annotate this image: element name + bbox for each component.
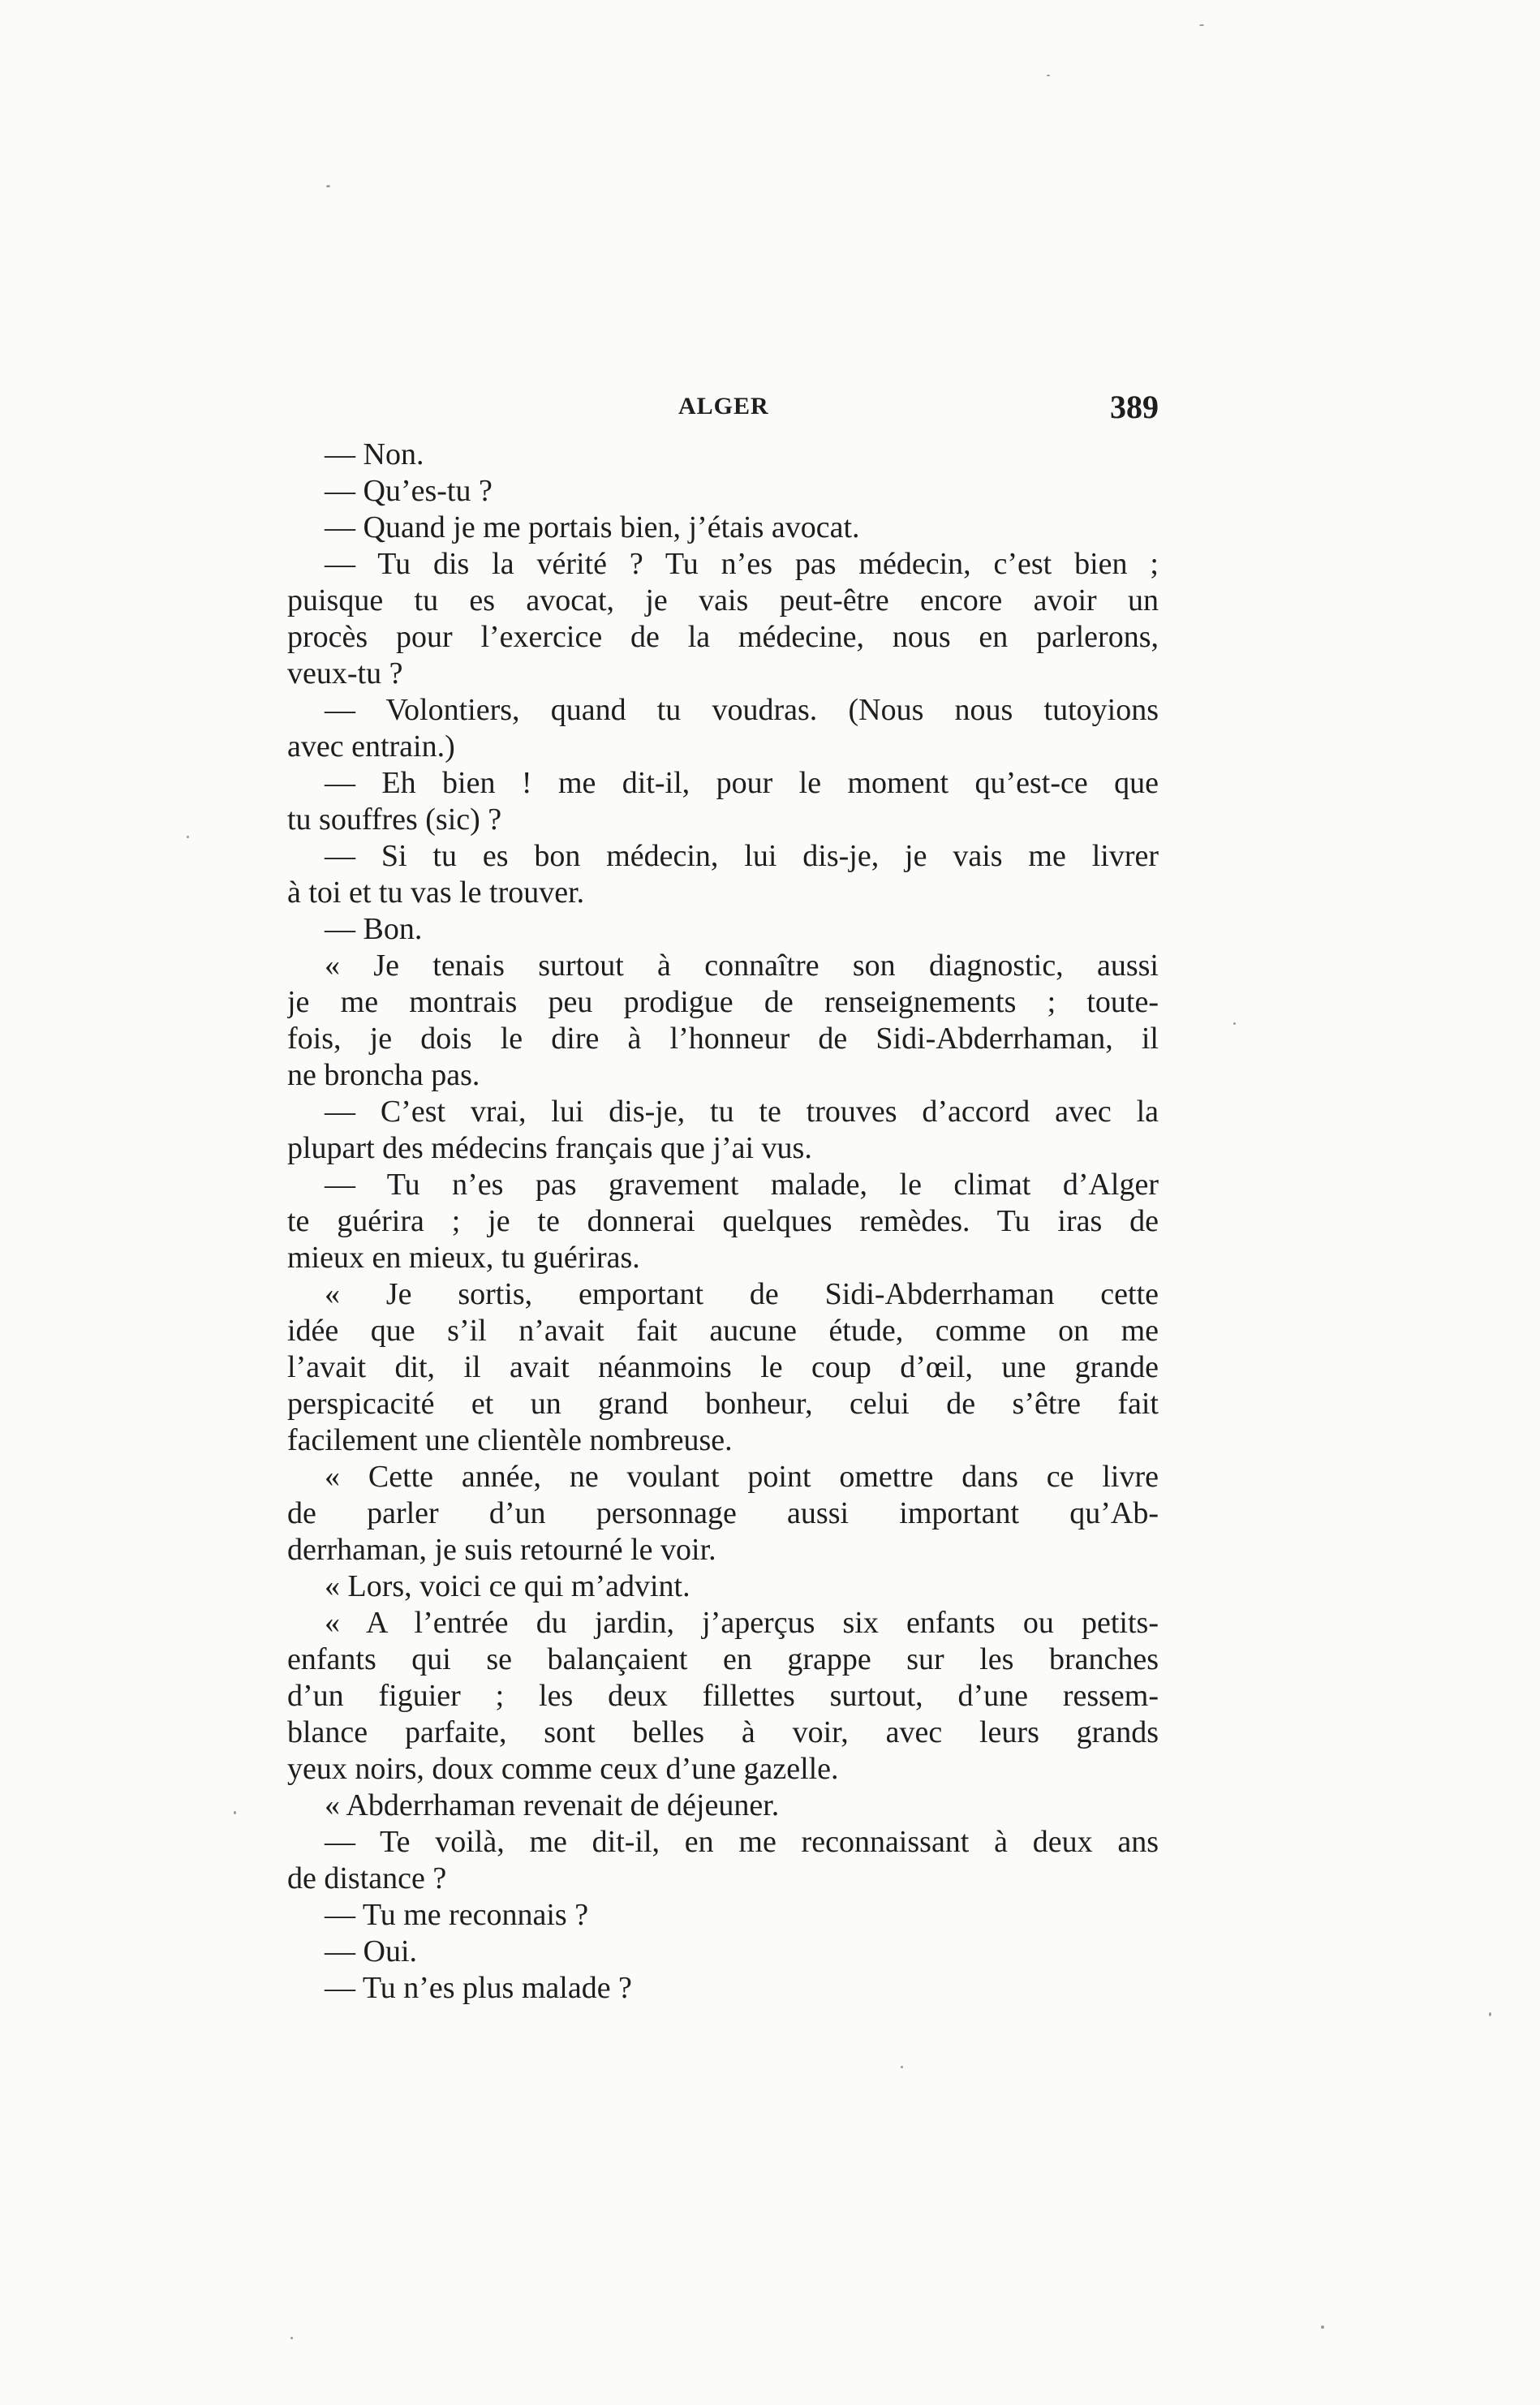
text-line: avec entrain.) bbox=[287, 729, 455, 764]
paper-speck bbox=[901, 2066, 903, 2068]
text-line: je me montrais peu prodigue de renseignements ; toute- bbox=[287, 985, 1159, 1019]
text-line: yeux noirs, doux comme ceux d’une gazelle. bbox=[287, 1752, 839, 1786]
text-line: d’un figuier ; les deux fillettes surtout, d’une ressem- bbox=[287, 1679, 1159, 1713]
text-line: — Tu me reconnais ? bbox=[325, 1898, 589, 1932]
paper-speck bbox=[326, 185, 330, 187]
text-line: « Abderrhaman revenait de déjeuner. bbox=[325, 1788, 780, 1822]
text-line: ne broncha pas. bbox=[287, 1058, 480, 1092]
running-title: ALGER bbox=[678, 393, 769, 419]
text-line: — Quand je me portais bien, j’étais avocat. bbox=[325, 510, 860, 544]
paper-speck bbox=[1047, 75, 1050, 76]
paper-speck bbox=[1321, 2325, 1324, 2329]
text-line: te guérira ; je te donnerai quelques remèdes. Tu iras de bbox=[287, 1204, 1159, 1238]
text-line: — Si tu es bon médecin, lui dis-je, je vais me livrer bbox=[325, 839, 1159, 873]
text-line: — Tu n’es pas gravement malade, le climat d’Alger bbox=[325, 1168, 1159, 1202]
text-line: tu souffres (sic) ? bbox=[287, 802, 502, 837]
text-line: l’avait dit, il avait néanmoins le coup d’œil, une grande bbox=[287, 1350, 1159, 1384]
running-head bbox=[287, 388, 1159, 433]
text-line: — C’est vrai, lui dis-je, tu te trouves d’accord avec la bbox=[325, 1095, 1159, 1129]
page-number: 389 bbox=[1110, 389, 1159, 425]
text-line: blance parfaite, sont belles à voir, avec leurs grands bbox=[287, 1715, 1159, 1749]
text-line: veux-tu ? bbox=[287, 656, 403, 691]
text-line: — Oui. bbox=[325, 1934, 417, 1968]
text-line: « Je tenais surtout à connaître son diagnostic, aussi bbox=[325, 949, 1159, 983]
text-line: de parler d’un personnage aussi important qu’Ab- bbox=[287, 1496, 1159, 1530]
text-line: — Volontiers, quand tu voudras. (Nous nous tutoyions bbox=[325, 693, 1159, 727]
text-line: facilement une clientèle nombreuse. bbox=[287, 1423, 733, 1457]
paper-speck bbox=[1199, 24, 1204, 26]
text-line: plupart des médecins français que j’ai vus. bbox=[287, 1131, 812, 1165]
text-line: — Bon. bbox=[325, 912, 423, 946]
text-line: — Qu’es-tu ? bbox=[325, 474, 493, 508]
text-line: de distance ? bbox=[287, 1861, 447, 1895]
text-line: enfants qui se balançaient en grappe sur les branches bbox=[287, 1642, 1159, 1676]
text-line: — Tu dis la vérité ? Tu n’es pas médecin, c’est bien ; bbox=[325, 547, 1159, 581]
paper-speck bbox=[187, 836, 189, 838]
text-line: derrhaman, je suis retourné le voir. bbox=[287, 1533, 716, 1567]
paper-speck bbox=[1233, 1022, 1236, 1025]
text-line: « Lors, voici ce qui m’advint. bbox=[325, 1569, 690, 1603]
text-line: mieux en mieux, tu guériras. bbox=[287, 1241, 640, 1275]
paper-speck bbox=[1489, 2012, 1491, 2016]
text-line: fois, je dois le dire à l’honneur de Sidi-Abderrhaman, il bbox=[287, 1022, 1159, 1056]
text-line: à toi et tu vas le trouver. bbox=[287, 876, 585, 910]
text-line: — Non. bbox=[325, 437, 424, 471]
text-line: « A l’entrée du jardin, j’aperçus six enfants ou petits- bbox=[325, 1606, 1159, 1640]
text-line: puisque tu es avocat, je vais peut-être encore avoir un bbox=[287, 583, 1159, 617]
text-line: « Cette année, ne voulant point omettre dans ce livre bbox=[325, 1460, 1159, 1494]
text-line: — Tu n’es plus malade ? bbox=[325, 1971, 632, 2005]
text-line: « Je sortis, emportant de Sidi-Abderrhaman cette bbox=[325, 1277, 1159, 1311]
paper-speck bbox=[234, 1811, 236, 1814]
paper-speck bbox=[290, 2337, 293, 2339]
text-line: idée que s’il n’avait fait aucune étude, comme on me bbox=[287, 1314, 1159, 1348]
text-line: procès pour l’exercice de la médecine, nous en parlerons, bbox=[287, 620, 1159, 654]
text-line: — Te voilà, me dit-il, en me reconnaissant à deux ans bbox=[325, 1825, 1159, 1859]
text-line: — Eh bien ! me dit-il, pour le moment qu’est-ce que bbox=[325, 766, 1159, 800]
text-line: perspicacité et un grand bonheur, celui de s’être fait bbox=[287, 1387, 1159, 1421]
body-text bbox=[287, 437, 1159, 2007]
